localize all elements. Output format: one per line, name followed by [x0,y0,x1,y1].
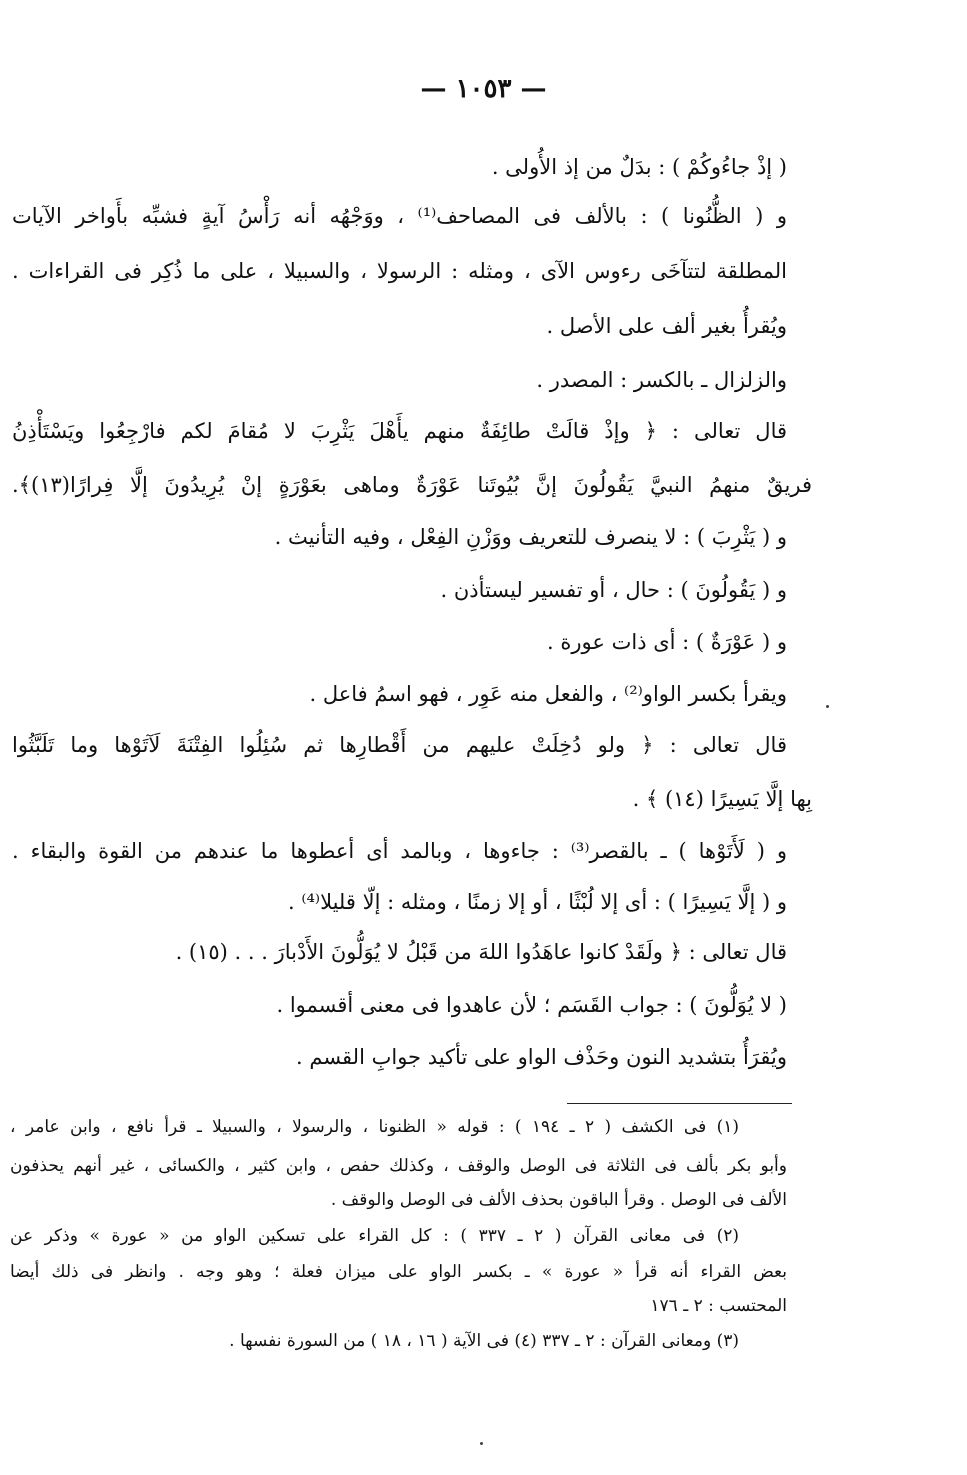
scan-speck [480,1442,483,1445]
text-line: ويُقرَأُ بتشديد النون وحَذْف الواو على تأكيد جوابِ القسم . [296,1045,787,1069]
footnote-line: الألف فى الوصل . وقرأ الباقون بحذف الألف فى الوصل والوقف . [330,1190,787,1210]
text-line: والزلزال ـ بالكسر : المصدر . [536,368,787,392]
footnote-separator [567,1103,792,1104]
text-line: و ( عَوْرَةٌ ) : أى ذات عورة . [547,630,787,654]
text-line: ( لا يُوَلُّونَ ) : جواب القَسَم ؛ لأن عاهدوا فى معنى أقسموا . [276,993,787,1017]
page-number: — ١٠٥٣ — [420,74,547,104]
footnote-line: (٢) فى معانى القرآن ( ٢ ـ ٣٣٧ ) : كل القراء على تسكين الواو من « عورة » وذكر عن [10,1226,739,1246]
footnote-line: (٣) ومعانى القرآن : ٢ ـ ٣٣٧ (٤) فى الآية ( ١٦ ، ١٨ ) من السورة نفسها . [229,1331,739,1351]
text-line: ويقرأ بكسر الواو⁽²⁾ ، والفعل منه عَوِر ، فهو اسمُ فاعل . [309,682,787,706]
text-line: فريقٌ منهمُ النبيَّ يَقُولُونَ إنَّ بُيُوتَنا عَوْرَةٌ وماهى بعَوْرَةٍ إنْ يُرِيدُونَ إلَّا فِرارًا(١٣)﴾. [12,473,812,497]
text-line: ويُقرأُ بغير ألف على الأصل . [546,314,787,338]
text-line: المطلقة لتتآخَى رءوس الآى ، ومثله : الرسولا ، والسبيلا ، على ما ذُكِر فى القراءات . [12,259,787,283]
scan-speck [826,705,829,708]
text-line: و ( يَقُولُونَ ) : حال ، أو تفسير ليستأذن . [440,578,787,602]
footnote-line: بعض القراء أنه قرأ « عورة » ـ بكسر الواو على ميزان فعلة ؛ وهو وجه . وانظر فى ذلك أيضا [10,1262,787,1282]
text-line: و ( يَثْرِبَ ) : لا ينصرف للتعريف ووَزْنِ الفِعْل ، وفيه التأنيث . [274,525,787,549]
text-line: ( إذْ جاءُوكُمْ ) : بدَلٌ من إذ الأُولى . [491,155,787,179]
text-line: قال تعالى : ﴿ ولَقَدْ كانوا عاهَدُوا اللهَ من قَبْلُ لا يُوَلُّونَ الأَدْبارَ . . . (١٥) . [175,940,787,964]
text-line: و ( الظُّنُونا ) : بالألف فى المصاحف⁽¹⁾ ، ووَجْهُه أنه رَأْسُ آيةٍ فشبِّه بأَواخر الآيات [12,204,787,228]
text-line: و ( لَأَتَوْها ) ـ بالقصر⁽³⁾ : جاءوها ، وبالمد أى أعطوها ما عندهم من القوة والبقاء . [12,839,787,863]
footnote-line: المحتسب : ٢ ـ ١٧٦ [650,1296,787,1316]
text-line: و ( إلَّا يَسِيرًا ) : أى إلا لُبْثًا ، أو إلا زمنًا ، ومثله : إلّا قليلا⁽⁴⁾ . [287,890,787,914]
text-line: قال تعالى : ﴿ ولو دُخِلَتْ عليهم من أَقْطارِها ثم سُئِلُوا الفِتْنَةَ لَآتَوْها وما تَلَبَّثُوا [12,733,787,757]
footnote-line: وأبو بكر بألف فى الثلاثة فى الوصل والوقف ، وكذلك حفص ، وابن كثير ، والكسائى ، غير أنهم يحذفون [10,1156,787,1176]
text-line: قال تعالى : ﴿ وإذْ قالَتْ طائِفَةٌ منهم يأَهْلَ يَثْرِبَ لا مُقامَ لكم فارْجِعُوا ويَسْتَأْذِنُ [12,419,787,443]
text-line: بِها إلَّا يَسِيرًا (١٤) ﴾ . [632,787,812,811]
footnote-line: (١) فى الكشف ( ٢ ـ ١٩٤ ) : قوله « الظنونا ، والرسولا ، والسبيلا ـ قرأ نافع ، وابن عامر ، [10,1117,739,1137]
